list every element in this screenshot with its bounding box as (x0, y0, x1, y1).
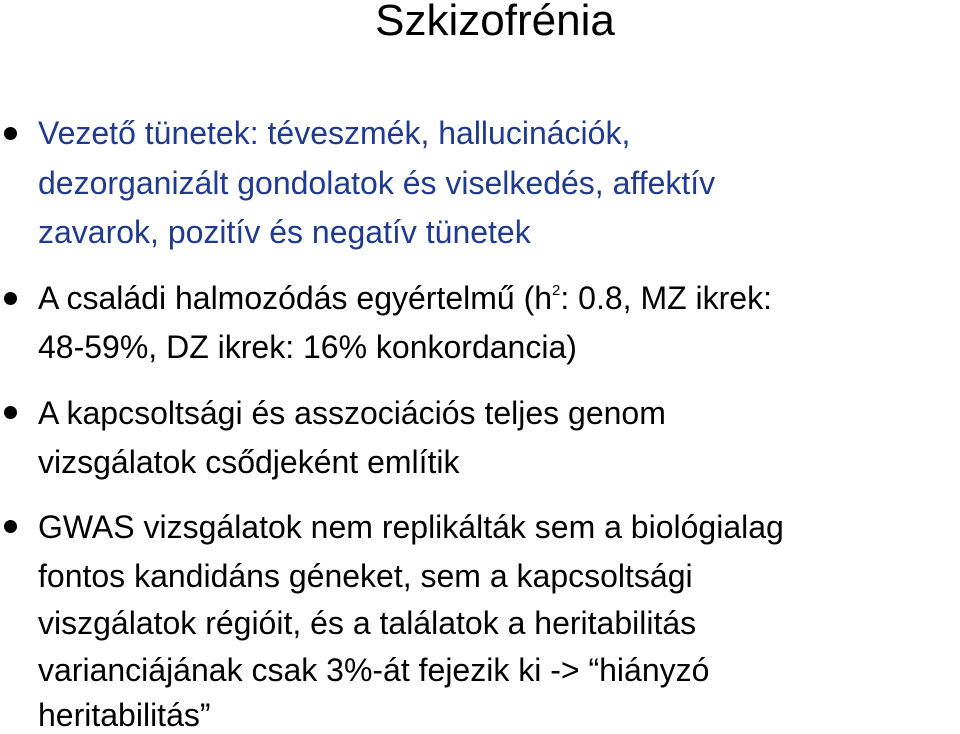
bullet-text-line: fontos kandidáns géneket, sem a kapcsoltsági (38, 558, 693, 594)
bullet-text-line: heritabilitás” (38, 697, 211, 733)
bullet-text-line: vizsgálatok csődjeként említik (38, 444, 460, 480)
bullet-text-segment: : 0.8, MZ ikrek: (560, 280, 772, 316)
bullet-text-line: varianciájának csak 3%-át fejezik ki -> “hiányzó (38, 652, 710, 688)
bullet-text-line: GWAS vizsgálatok nem replikálták sem a biológialag (38, 509, 784, 545)
bullet-text-line: 48-59%, DZ ikrek: 16% konkordancia) (38, 329, 577, 365)
bullet-text-segment: A családi halmozódás egyértelmű (h (38, 280, 553, 316)
bullet-text-line (38, 280, 772, 317)
bullet-dot-icon (4, 406, 17, 419)
superscript: 2 (552, 282, 561, 299)
slide-title: Szkizofrénia (375, 0, 615, 45)
bullet-text-line: viszgálatok régióit, és a találatok a heritabilitás (38, 605, 697, 641)
bullet-dot-icon (4, 292, 17, 305)
bullet-text-line: zavarok, pozitív és negatív tünetek (38, 214, 531, 250)
bullet-dot-icon (4, 520, 17, 533)
bullet-text-line: Vezető tünetek: téveszmék, hallucinációk, (38, 115, 631, 151)
bullet-text-line: A kapcsoltsági és asszociációs teljes genom (38, 395, 666, 431)
bullet-text-line: dezorganizált gondolatok és viselkedés, affektív (38, 165, 716, 201)
bullet-dot-icon (4, 127, 17, 140)
